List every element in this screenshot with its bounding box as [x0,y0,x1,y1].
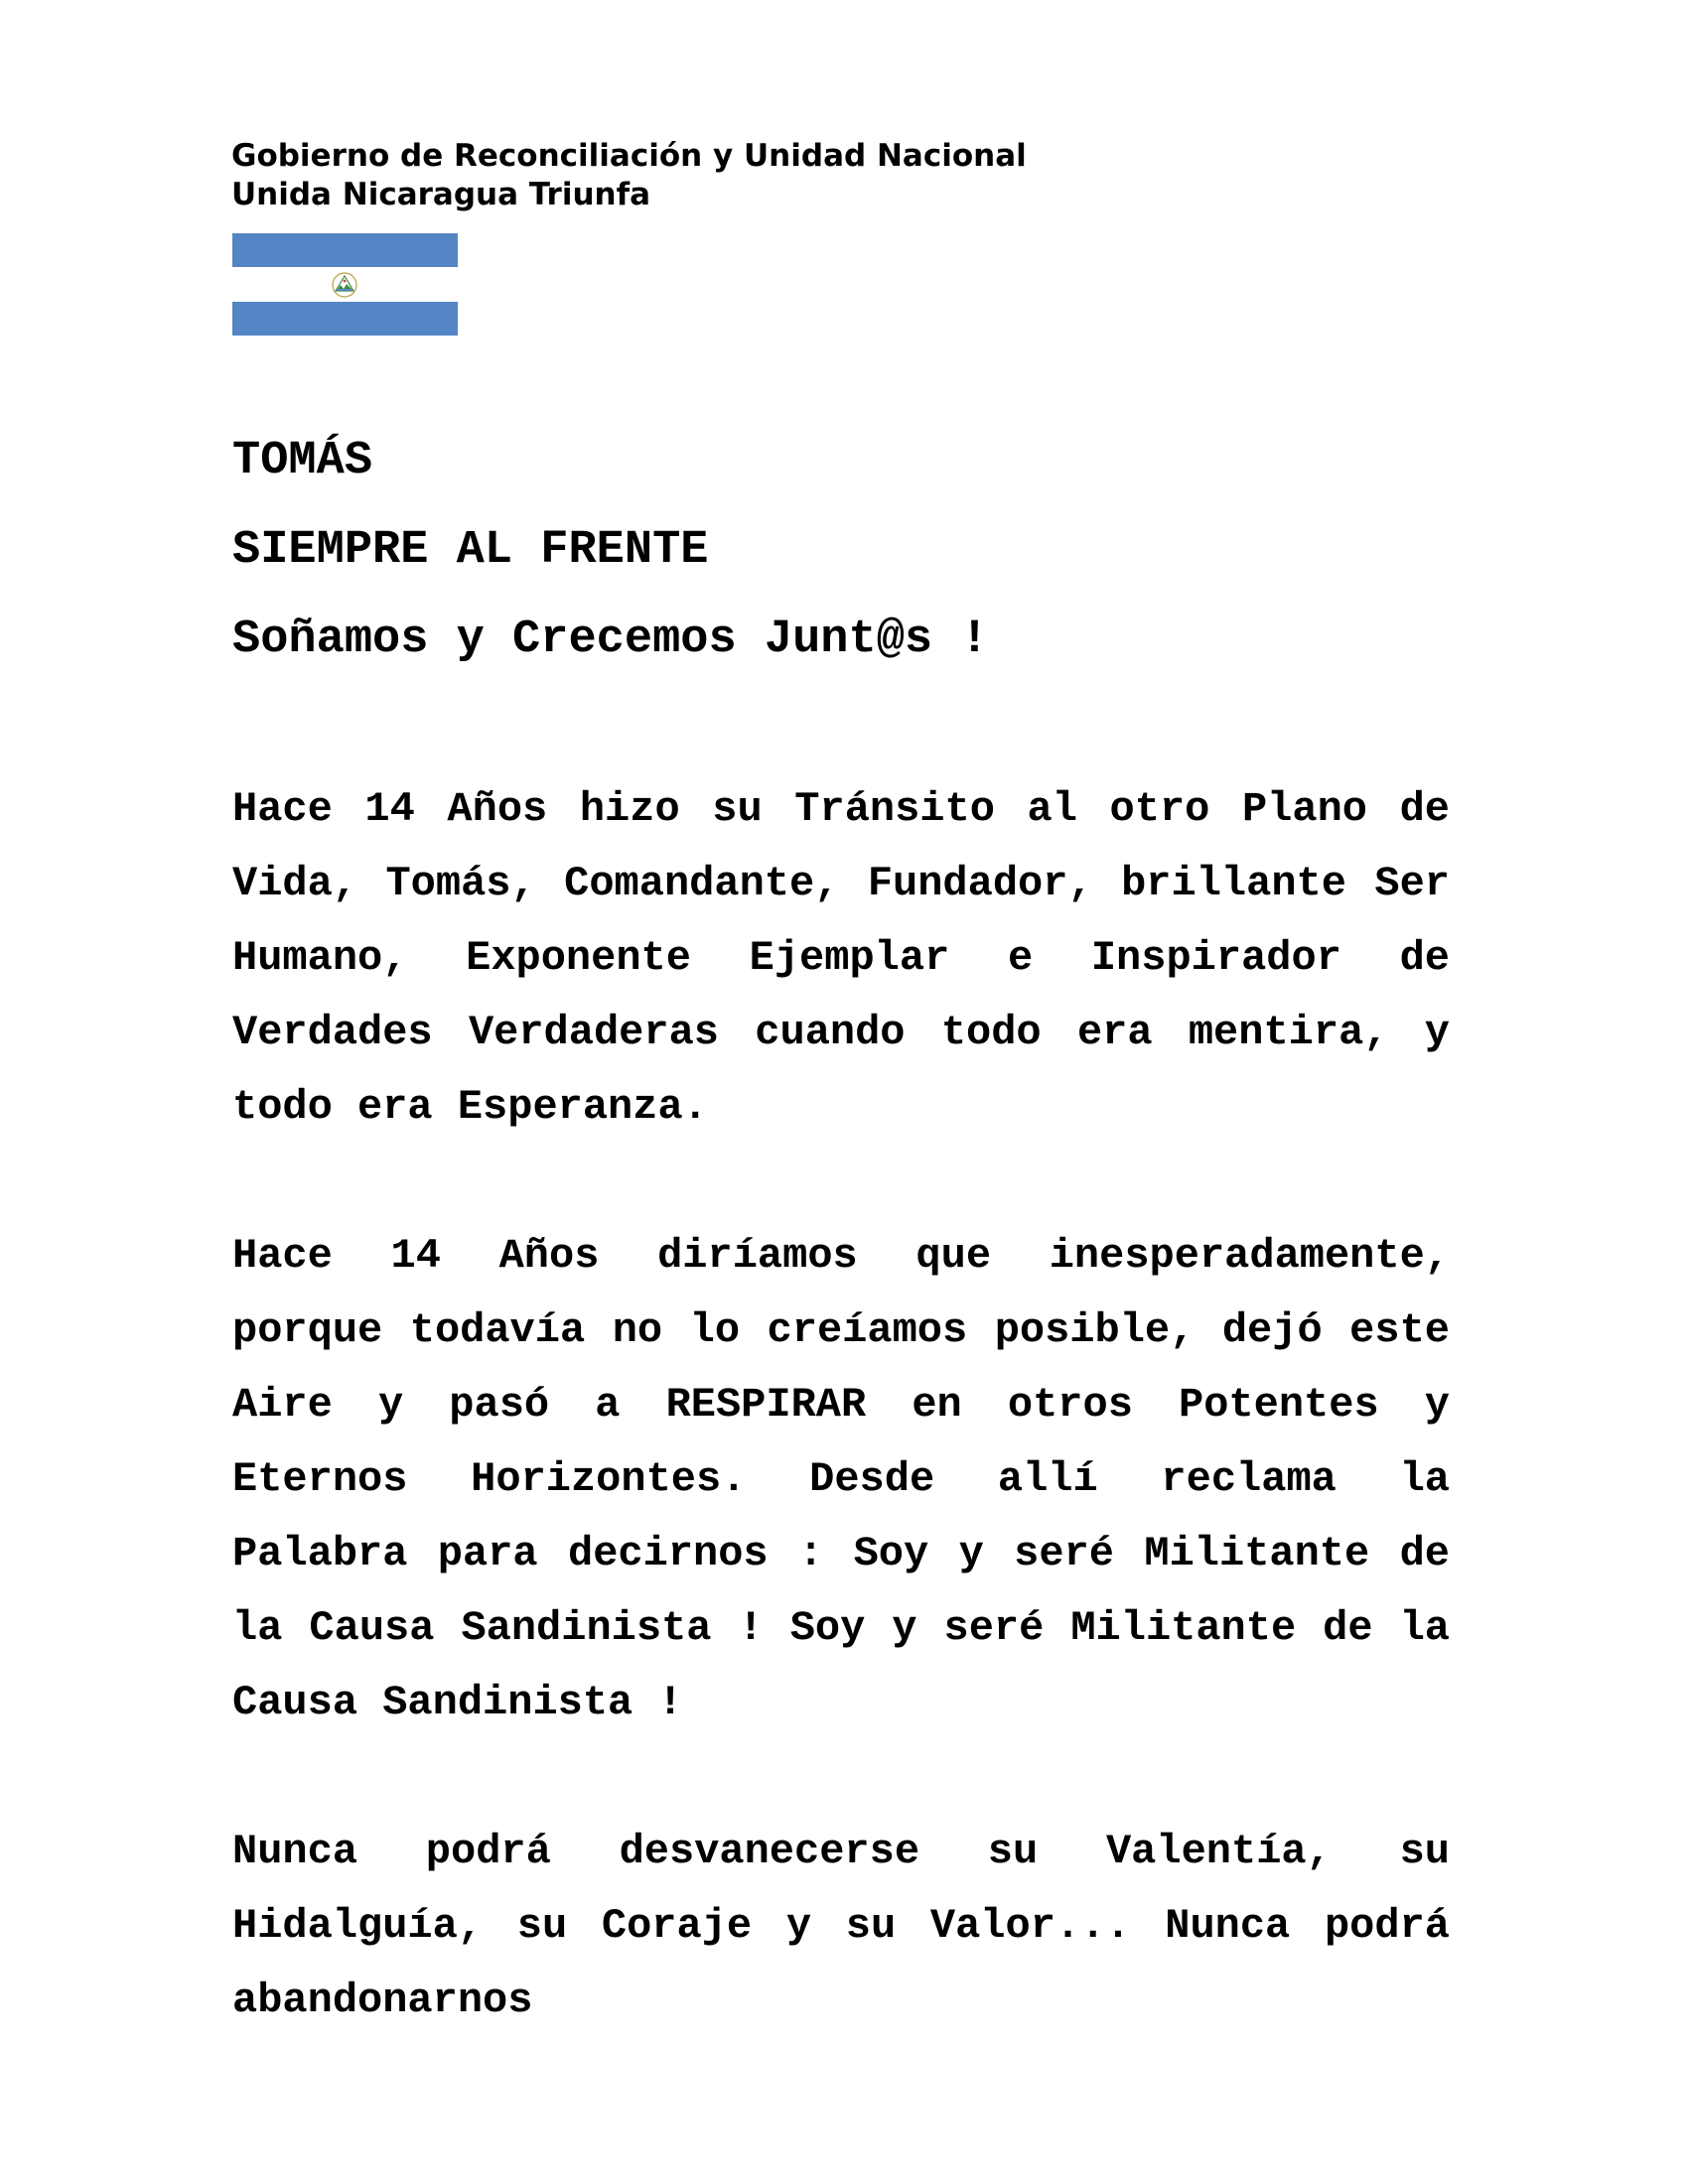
title-tagline: Soñamos y Crecemos Junt@s ! [232,614,989,666]
paragraph-3: Nunca podrá desvanecerse su Valentía, su Hidalguía, su Coraje y su Valor... Nunca podrá abandonarnos [232,1828,1450,2024]
title-name: TOMÁS [232,435,373,487]
nicaragua-flag-icon [232,233,458,336]
title-block [232,417,989,685]
government-name: Gobierno de Reconciliación y Unidad Nacional [231,138,1027,174]
government-motto: Unida Nicaragua Triunfa [231,177,651,212]
document-header [231,137,1027,214]
flag-bottom-band [232,302,458,336]
paragraph-2: Hace 14 Años diríamos que inesperadamente, porque todavía no lo creíamos posible, dejó este Aire y pasó a RESPIRAR en otros Potentes y Eternos Horizontes. Desde allí reclama la Palabra para decirnos : Soy y seré Militante de la Causa Sandinista ! Soy y seré Militante de la Causa Sandinista ! [232,1232,1450,1726]
coat-of-arms-icon [328,270,361,300]
flag-top-band [232,233,458,267]
paragraph-1: Hace 14 Años hizo su Tránsito al otro Plano de Vida, Tomás, Comandante, Fundador, brillante Ser Humano, Exponente Ejemplar e Inspirador de Verdades Verdaderas cuando todo era mentira, y todo era Esperanza. [232,785,1450,1131]
title-slogan: SIEMPRE AL FRENTE [232,524,709,577]
